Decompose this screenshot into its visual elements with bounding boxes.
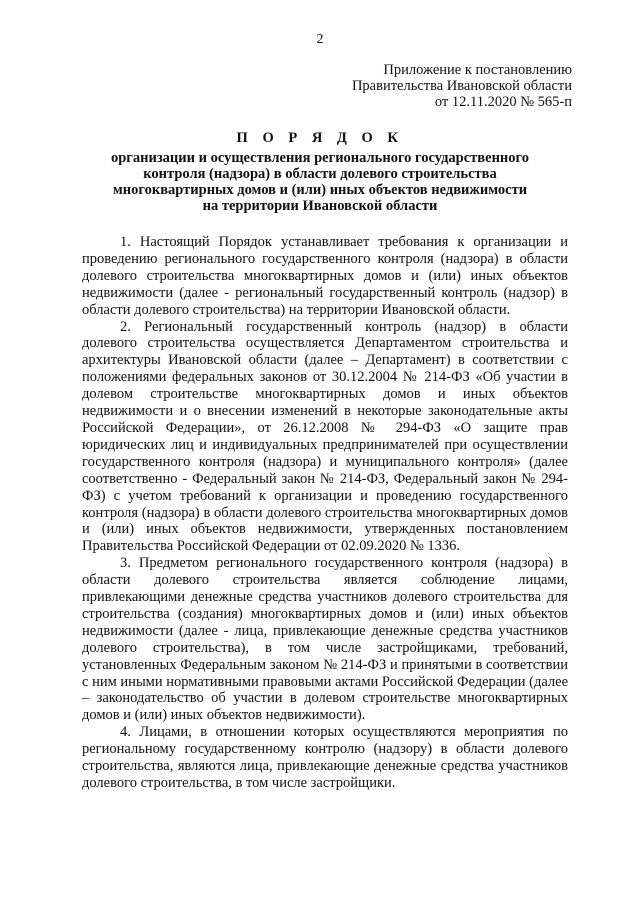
appendix-line: Правительства Ивановской области: [351, 78, 572, 94]
paragraph-4: 4. Лицами, в отношении которых осуществляются мероприятия по региональному государственному контролю (надзору) в области долевого строительства, являются лица, привлекающие денежные средства участников долевого строительства, в том числе застройщики.: [82, 724, 568, 791]
appendix-block: [352, 62, 572, 110]
document-body: [82, 234, 568, 792]
paragraph-3: 3. Предметом регионального государственного контроля (надзора) в области долевого строительства является соблюдение лицами, привлекающими денежные средства участников долевого строительства для строительства (создания) многоквартирных домов и (или) иных объектов недвижимости (далее - лица, привлекающие денежные средства участников долевого строительства), в том числе застройщиками, требований, установленных Федеральным законом № 214-ФЗ и принятыми в соответствии с ним иными нормативными правовыми актами Российской Федерации (далее – законодательство об участии в долевом строительстве многоквартирных домов и (или) иных объектов недвижимости).: [82, 555, 568, 724]
document-subtitle-line: на территории Ивановской области: [202, 198, 438, 214]
document-subtitle-line: организации и осуществления регионального государственного: [110, 150, 530, 166]
document-subtitle-line: многоквартирных домов и (или) иных объектов недвижимости: [112, 182, 528, 198]
paragraph-2: 2. Региональный государственный контроль (надзор) в области долевого строительства осуществляется Департаментом строительства и архитектуры Ивановской области (далее – Департамент) в соответствии с положениями федеральных законов от 30.12.2004 № 214-ФЗ «Об участии в долевом строительстве многоквартирных домов и иных объектов недвижимости и о внесении изменений в некоторые законодательные акты Российской Федерации», от 26.12.2008 № 294-ФЗ «О защите прав юридических лиц и индивидуальных предпринимателей при осуществлении государственного контроля (надзора) и муниципального контроля» (далее соответственно - Федеральный закон № 214-ФЗ, Федеральный закон № 294-ФЗ) с учетом требований к организации и проведению государственного контроля (надзора) в области долевого строительства многоквартирных домов и (или) иных объектов недвижимости, утвержденных постановлением Правительства Российской Федерации от 02.09.2020 № 1336.: [82, 318, 568, 555]
appendix-line: Приложение к постановлению: [383, 62, 572, 78]
document-heading: [82, 130, 558, 214]
document-title: П О Р Я Д О К: [236, 130, 404, 146]
paragraph-1: 1. Настоящий Порядок устанавливает требования к организации и проведению регионального государственного контроля (надзора) в области долевого строительства многоквартирных домов и (или) иных объектов недвижимости (далее - региональный государственный контроль (надзор) в области долевого строительства) на территории Ивановской области.: [82, 234, 568, 318]
document-subtitle-line: контроля (надзора) в области долевого строительства: [143, 166, 497, 182]
page-number: 2: [316, 32, 324, 47]
appendix-line: от 12.11.2020 № 565-п: [434, 94, 572, 110]
